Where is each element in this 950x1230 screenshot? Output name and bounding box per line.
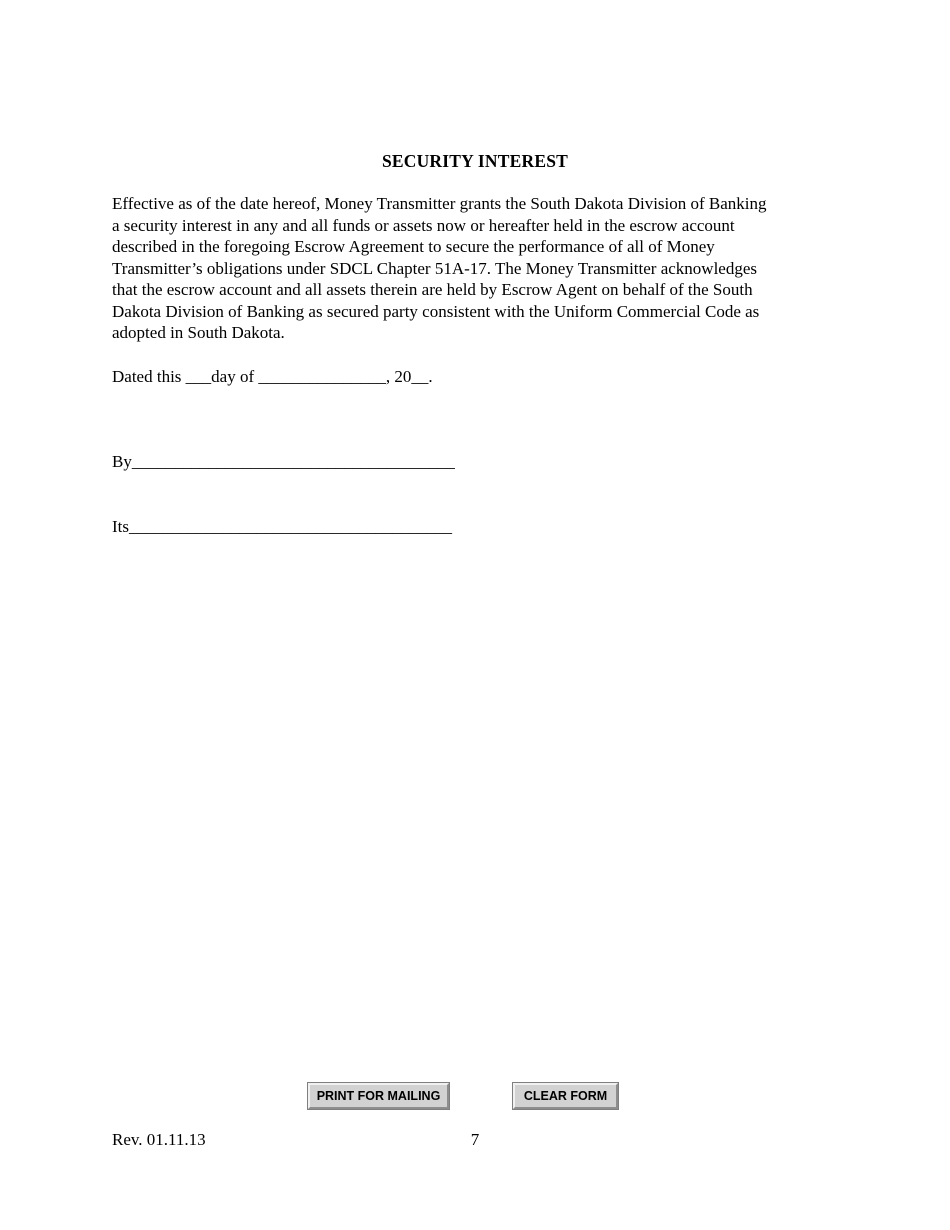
paragraph-line: Transmitter’s obligations under SDCL Chapter 51A-17. The Money Transmitter acknowledges [112, 258, 757, 278]
document-title: SECURITY INTEREST [381, 151, 569, 171]
paragraph-line: adopted in South Dakota. [112, 323, 285, 342]
signature-block [112, 408, 455, 580]
paragraph-line: that the escrow account and all assets therein are held by Escrow Agent on behalf of the South [112, 280, 753, 299]
signature-its-line: Its______________________________________ [112, 516, 452, 536]
signature-by-line: By______________________________________ [112, 452, 455, 471]
page-number: 7 [470, 1130, 480, 1149]
paragraph-line: described in the foregoing Escrow Agreement to secure the performance of all of Money [112, 237, 715, 256]
print-for-mailing-button[interactable]: PRINT FOR MAILING [308, 1083, 449, 1109]
paragraph-line: Effective as of the date hereof, Money Transmitter grants the South Dakota Division of Banking [112, 194, 767, 213]
clear-form-button[interactable]: CLEAR FORM [513, 1083, 618, 1109]
revision-label: Rev. 01.11.13 [112, 1130, 206, 1149]
paragraph-line: a security interest in any and all funds or assets now or hereafter held in the escrow account [112, 215, 735, 235]
paragraph-line: Dakota Division of Banking as secured party consistent with the Uniform Commercial Code as [112, 301, 760, 321]
body-paragraph [112, 193, 872, 344]
dated-line: Dated this ___day of _______________, 20__. [112, 367, 433, 386]
